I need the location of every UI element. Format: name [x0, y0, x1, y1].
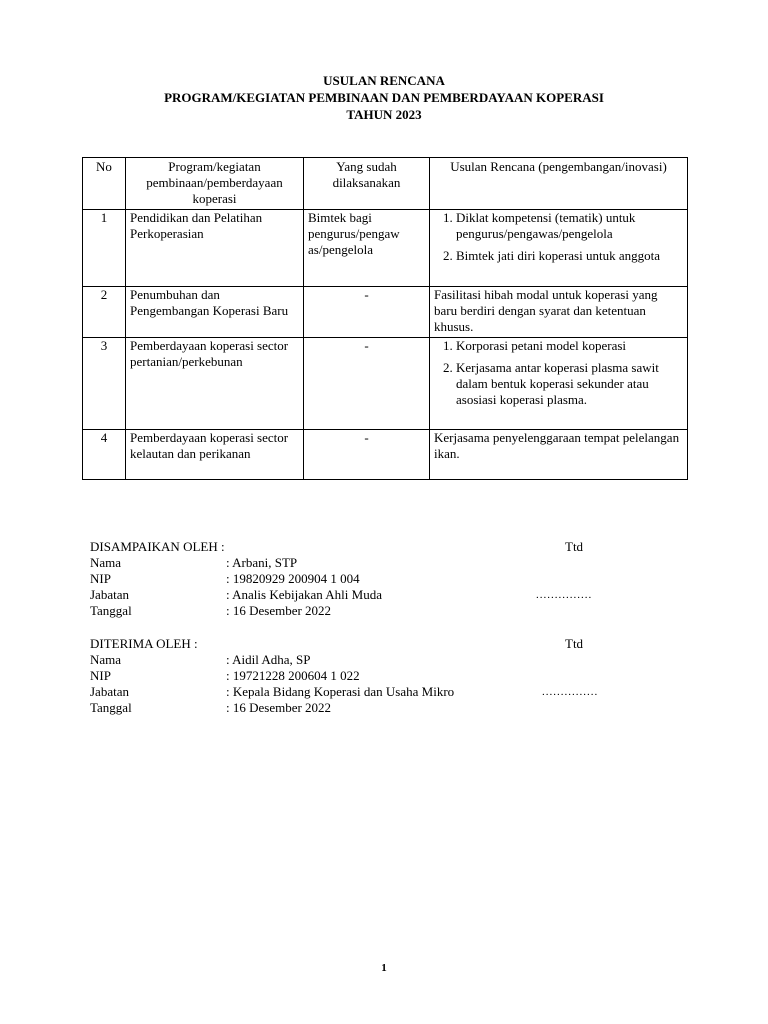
plan-item: 2. Kerjasama antar koperasi plasma sawit dalam bentuk koperasi sekunder atau asosiasi koperasi plasma. — [456, 360, 683, 408]
submitted-nama-label: Nama — [90, 555, 122, 570]
header-done: Yang sudah dilaksanakan — [304, 158, 430, 210]
title-line-3: TAHUN 2023 — [346, 107, 422, 122]
row-plan: Kerjasama penyelenggaraan tempat pelelangan ikan. — [430, 430, 688, 480]
received-jabatan-label: Jabatan — [90, 684, 129, 699]
submitted-jabatan-label: Jabatan — [90, 587, 129, 602]
row-program: Pendidikan dan Pelatihan Perkoperasian — [126, 210, 304, 287]
plan-item: 1. Korporasi petani model koperasi — [456, 338, 683, 354]
row-done: - — [304, 430, 430, 480]
row-program: Pemberdayaan koperasi sector pertanian/perkebunan — [126, 338, 304, 430]
title-line-1: USULAN RENCANA — [323, 73, 445, 88]
header-no: No — [83, 158, 126, 210]
received-nip-value: : 19721228 200604 1 022 — [226, 668, 360, 683]
received-tanggal-label: Tanggal — [90, 700, 132, 715]
row-plan — [430, 338, 688, 430]
plan-item: 2. Bimtek jati diri koperasi untuk anggota — [456, 248, 683, 264]
submitted-signature-dots: ............... — [536, 589, 593, 601]
submitted-nama-value: : Arbani, STP — [226, 555, 298, 570]
received-heading: DITERIMA OLEH : — [90, 636, 198, 651]
table-header-row — [83, 158, 688, 210]
row-plan: Fasilitasi hibah modal untuk koperasi yang baru berdiri dengan syarat dan ketentuan khusus. — [430, 287, 688, 338]
table-row — [83, 430, 688, 480]
submitted-jabatan-value: : Analis Kebijakan Ahli Muda — [226, 587, 382, 602]
received-signature-dots: ............... — [542, 686, 599, 698]
table-row — [83, 287, 688, 338]
row-no: 4 — [83, 430, 126, 480]
submitted-nip-value: : 19820929 200904 1 004 — [226, 571, 360, 586]
row-done: - — [304, 287, 430, 338]
program-table — [82, 157, 688, 480]
received-by-block — [90, 636, 610, 716]
table-row — [83, 210, 688, 287]
received-nama-value: : Aidil Adha, SP — [226, 652, 311, 667]
table-row — [83, 338, 688, 430]
row-no: 3 — [83, 338, 126, 430]
received-ttd: Ttd — [565, 636, 584, 651]
received-jabatan-value: : Kepala Bidang Koperasi dan Usaha Mikro — [226, 684, 455, 699]
submitted-tanggal-value: : 16 Desember 2022 — [226, 603, 332, 618]
plan-item: 1. Diklat kompetensi (tematik) untuk pengurus/pengawas/pengelola — [456, 210, 683, 242]
document-title-block — [0, 72, 768, 123]
plan-list — [434, 210, 683, 264]
submitted-by-block — [90, 539, 610, 619]
submitted-nip-label: NIP — [90, 571, 111, 586]
submitted-ttd: Ttd — [565, 539, 584, 554]
row-plan — [430, 210, 688, 287]
received-nama-label: Nama — [90, 652, 122, 667]
row-program: Penumbuhan dan Pengembangan Koperasi Baru — [126, 287, 304, 338]
received-tanggal-value: : 16 Desember 2022 — [226, 700, 332, 715]
row-done: - — [304, 338, 430, 430]
row-no: 2 — [83, 287, 126, 338]
submitted-tanggal-label: Tanggal — [90, 603, 132, 618]
header-program: Program/kegiatan pembinaan/pemberdayaan koperasi — [126, 158, 304, 210]
received-nip-label: NIP — [90, 668, 111, 683]
header-plan: Usulan Rencana (pengembangan/inovasi) — [430, 158, 688, 210]
plan-list — [434, 338, 683, 408]
row-no: 1 — [83, 210, 126, 287]
row-done: Bimtek bagi pengurus/pengaw as/pengelola — [304, 210, 430, 287]
submitted-heading: DISAMPAIKAN OLEH : — [90, 539, 225, 554]
row-program: Pemberdayaan koperasi sector kelautan dan perikanan — [126, 430, 304, 480]
page-number: 1 — [381, 962, 387, 974]
title-line-2: PROGRAM/KEGIATAN PEMBINAAN DAN PEMBERDAYAAN KOPERASI — [164, 90, 604, 105]
